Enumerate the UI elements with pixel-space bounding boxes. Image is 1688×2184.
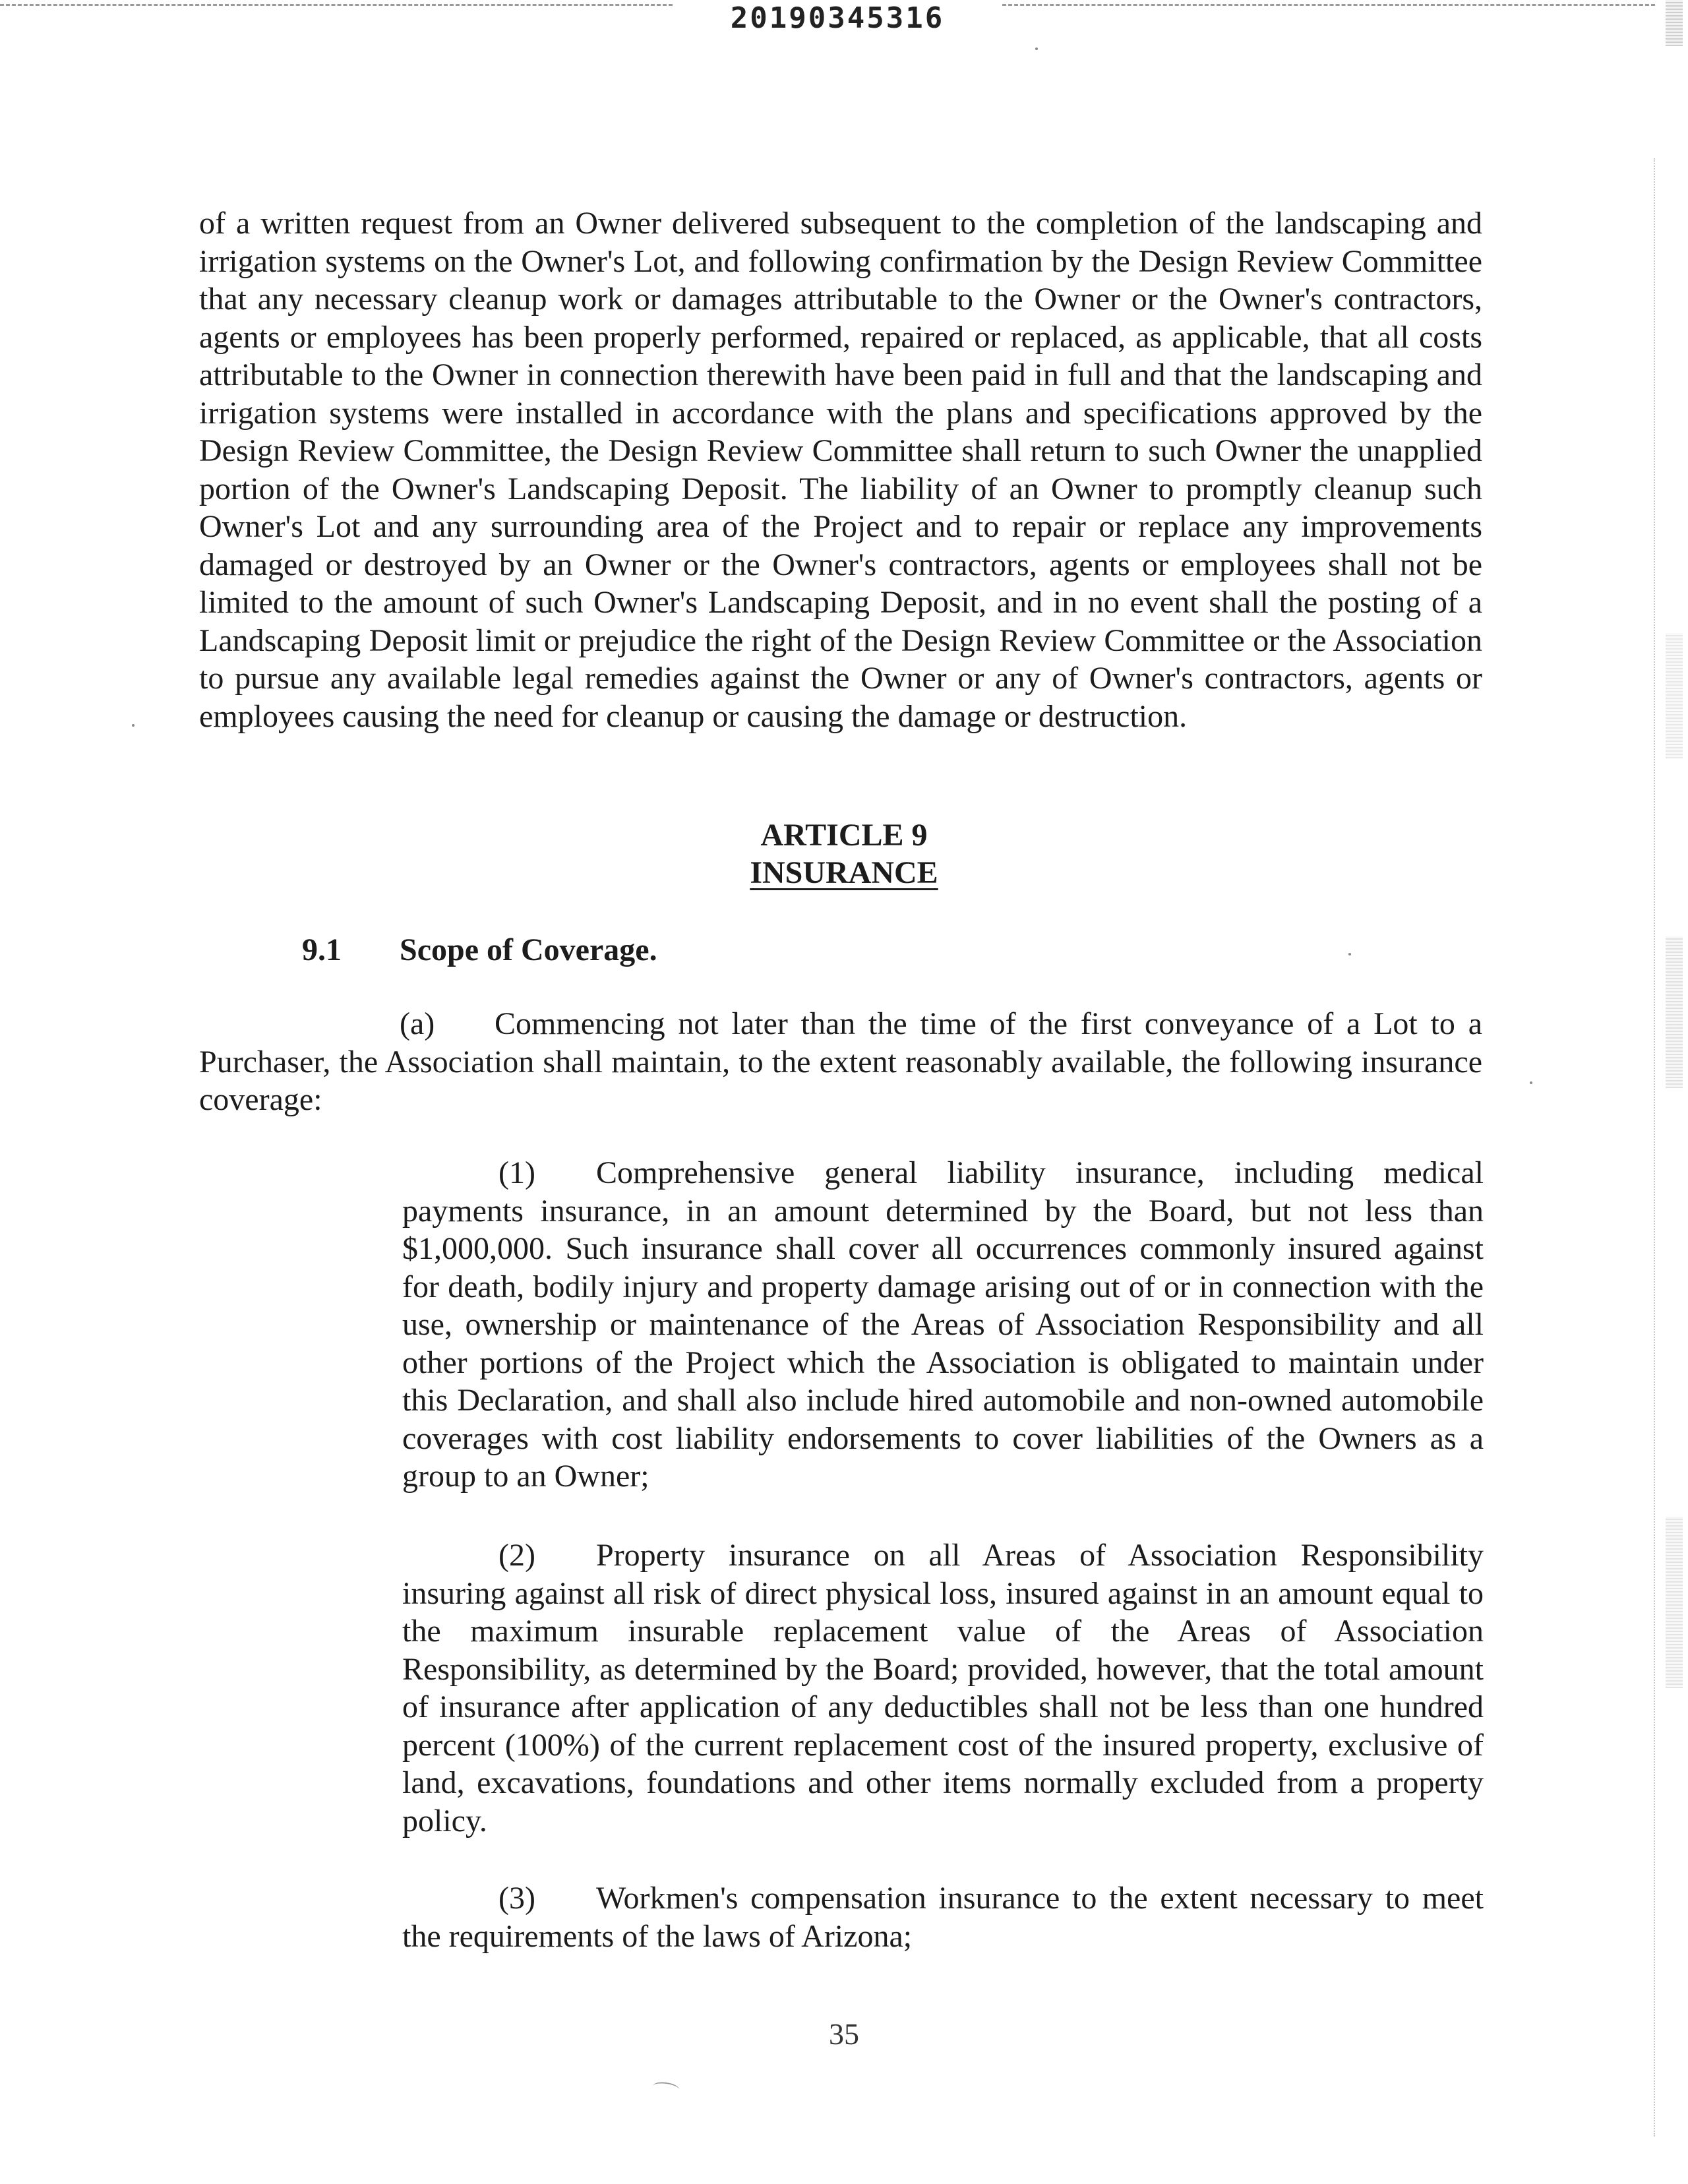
scan-speck xyxy=(132,724,135,727)
scan-speck xyxy=(1530,1081,1532,1084)
page-number: 35 xyxy=(829,2017,859,2051)
continuation-paragraph: of a written request from an Owner delivered subsequent to the completion of the landscaping and irrigation systems on the Owner's Lot, and following confirmation by the Design Review Committee that any necessary cleanup work or damages attributable to the Owner or the Owner's contractors, agents or employees has been properly performed, repaired or replaced, as applicable, that all costs attributable to the Owner in connection therewith have been paid in full and that the landscaping and irrigation systems were installed in accordance with the plans and specifications approved by the Design Review Committee, the Design Review Committee shall return to such Owner the unapplied portion of the Owner's Landscaping Deposit. The liability of an Owner to promptly cleanup such Owner's Lot and any surrounding area of the Project and to repair or replace any improvements damaged or destroyed by an Owner or the Owner's contractors, agents or employees shall not be limited to the amount of such Owner's Landscaping Deposit, and in no event shall the posting of a Landscaping Deposit limit or prejudice the right of the Design Review Committee or the Association to pursue any available legal remedies against the Owner or any of Owner's contractors, agents or employees causing the need for cleanup or causing the damage or destruction. xyxy=(199,206,1482,734)
scan-mark xyxy=(652,2080,680,2094)
scan-edge-artifact xyxy=(1666,1517,1683,1688)
section-title: Scope of Coverage. xyxy=(400,932,657,967)
list-item-label: (2) xyxy=(498,1538,535,1573)
scan-speck xyxy=(1348,953,1351,956)
list-item-text: Workmen's compensation insurance to the extent necessary to meet the requirements of the laws of Arizona; xyxy=(402,1881,1484,1954)
list-item-text: Comprehensive general liability insurance, including medical payments insurance, in an amount determined by the Board, but not less than $1,000,000. Such insurance shall cover all occurrences commonly insured against for death, bodily injury and property damage arising out of or in connection with the use, ownership or maintenance of the Areas of Association Responsibility and all other portions of the Project which the Association is obligated to maintain under this Declaration, and shall also include hired automobile and non-owned automobile coverages with cost liability endorsements to cover liabilities of the Owners as a group to an Owner; xyxy=(402,1155,1484,1494)
paragraph-a-label: (a) xyxy=(400,1006,435,1041)
article-subtitle-wrapper xyxy=(659,854,1029,892)
list-item-label: (3) xyxy=(498,1881,535,1916)
section-number: 9.1 xyxy=(302,932,342,967)
list-item xyxy=(402,1154,1484,1496)
article-title: ARTICLE 9 xyxy=(760,818,928,853)
scan-edge-line xyxy=(1654,158,1655,2137)
scan-edge-artifact xyxy=(1666,936,1683,1088)
scan-speck xyxy=(1035,47,1038,50)
list-item-text: Property insurance on all Areas of Association Responsibility insuring against all risk of direct physical loss, insured against in an amount equal to the maximum insurable replacement value of the Areas of Association Responsibility, as determined by the Board; provided, however, that the total amount of insurance after application of any deductibles shall not be less than one hundred percent (100%) of the current replacement cost of the insured property, exclusive of land, excavations, foundations and other items normally excluded from a property policy. xyxy=(402,1538,1484,1838)
paragraph-a-text: Commencing not later than the time of the first conveyance of a Lot to a Purchaser, the Association shall maintain, to the extent reasonably available, the following insurance coverage: xyxy=(199,1006,1482,1117)
list-item-label: (1) xyxy=(498,1155,535,1190)
document-number: 20190345316 xyxy=(730,1,945,35)
list-item xyxy=(402,1536,1484,1840)
scan-edge-artifact xyxy=(1666,633,1683,758)
scan-edge-artifact xyxy=(1666,0,1683,46)
paragraph-a xyxy=(199,1005,1482,1119)
article-subtitle: INSURANCE xyxy=(750,855,938,890)
list-item xyxy=(402,1879,1484,1955)
